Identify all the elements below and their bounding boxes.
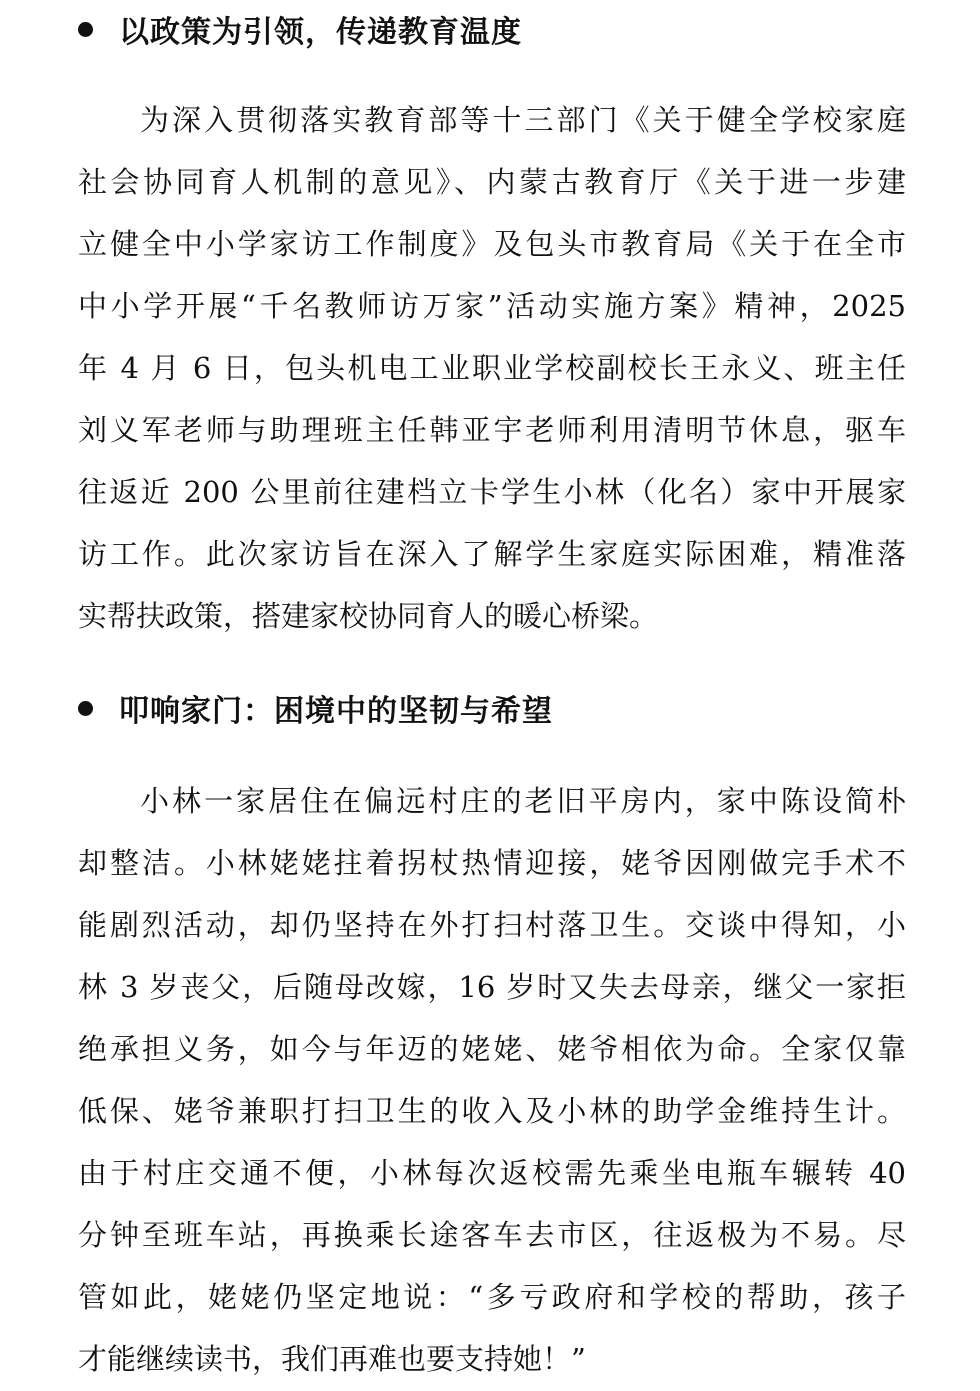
paragraph-line: 才能继续读书，我们再难也要支持她！” xyxy=(78,1342,586,1376)
paragraph-line: 低保、姥爷兼职打扫卫生的收入及小林的助学金维持生计。 xyxy=(78,1094,906,1128)
bullet-icon xyxy=(78,22,93,37)
section-paragraph-visit xyxy=(78,770,906,1390)
section-heading-text: 以政策为引领，传递教育温度 xyxy=(119,15,522,50)
paragraph-line: 小林一家居住在偏远村庄的老旧平房内，家中陈设简朴 xyxy=(140,784,906,818)
paragraph-line: 立健全中小学家访工作制度》及包头市教育局《关于在全市 xyxy=(78,227,906,261)
paragraph-line: 由于村庄交通不便，小林每次返校需先乘坐电瓶车辗转 40 xyxy=(78,1156,906,1190)
paragraph-line: 往返近 200 公里前往建档立卡学生小林（化名）家中开展家 xyxy=(78,475,906,509)
paragraph-line: 社会协同育人机制的意见》、内蒙古教育厅《关于进一步建 xyxy=(78,165,906,199)
paragraph-line: 林 3 岁丧父，后随母改嫁，16 岁时又失去母亲，继父一家拒 xyxy=(78,970,906,1004)
paragraph-line: 中小学开展“千名教师访万家”活动实施方案》精神，2025 xyxy=(78,289,906,323)
paragraph-line: 能剧烈活动，却仍坚持在外打扫村落卫生。交谈中得知，小 xyxy=(78,908,906,942)
paragraph-line: 为深入贯彻落实教育部等十三部门《关于健全学校家庭 xyxy=(140,103,906,137)
section-heading-visit xyxy=(78,688,908,728)
section-paragraph-policy xyxy=(78,89,906,647)
bullet-icon xyxy=(78,701,93,716)
paragraph-line: 管如此，姥姥仍坚定地说：“多亏政府和学校的帮助，孩子 xyxy=(78,1280,906,1314)
paragraph-line: 年 4 月 6 日，包头机电工业职业学校副校长王永义、班主任 xyxy=(78,351,906,385)
paragraph-line: 绝承担义务，如今与年迈的姥姥、姥爷相依为命。全家仅靠 xyxy=(78,1032,906,1066)
paragraph-line: 分钟至班车站，再换乘长途客车去市区，往返极为不易。尽 xyxy=(78,1218,906,1252)
section-heading-text: 叩响家门：困境中的坚韧与希望 xyxy=(119,694,553,729)
paragraph-line: 刘义军老师与助理班主任韩亚宇老师利用清明节休息，驱车 xyxy=(78,413,906,447)
section-heading-policy xyxy=(78,9,908,49)
paragraph-line: 却整洁。小林姥姥拄着拐杖热情迎接，姥爷因刚做完手术不 xyxy=(78,846,906,880)
paragraph-line: 访工作。此次家访旨在深入了解学生家庭实际困难，精准落 xyxy=(78,537,906,571)
paragraph-line: 实帮扶政策，搭建家校协同育人的暖心桥梁。 xyxy=(78,599,659,633)
